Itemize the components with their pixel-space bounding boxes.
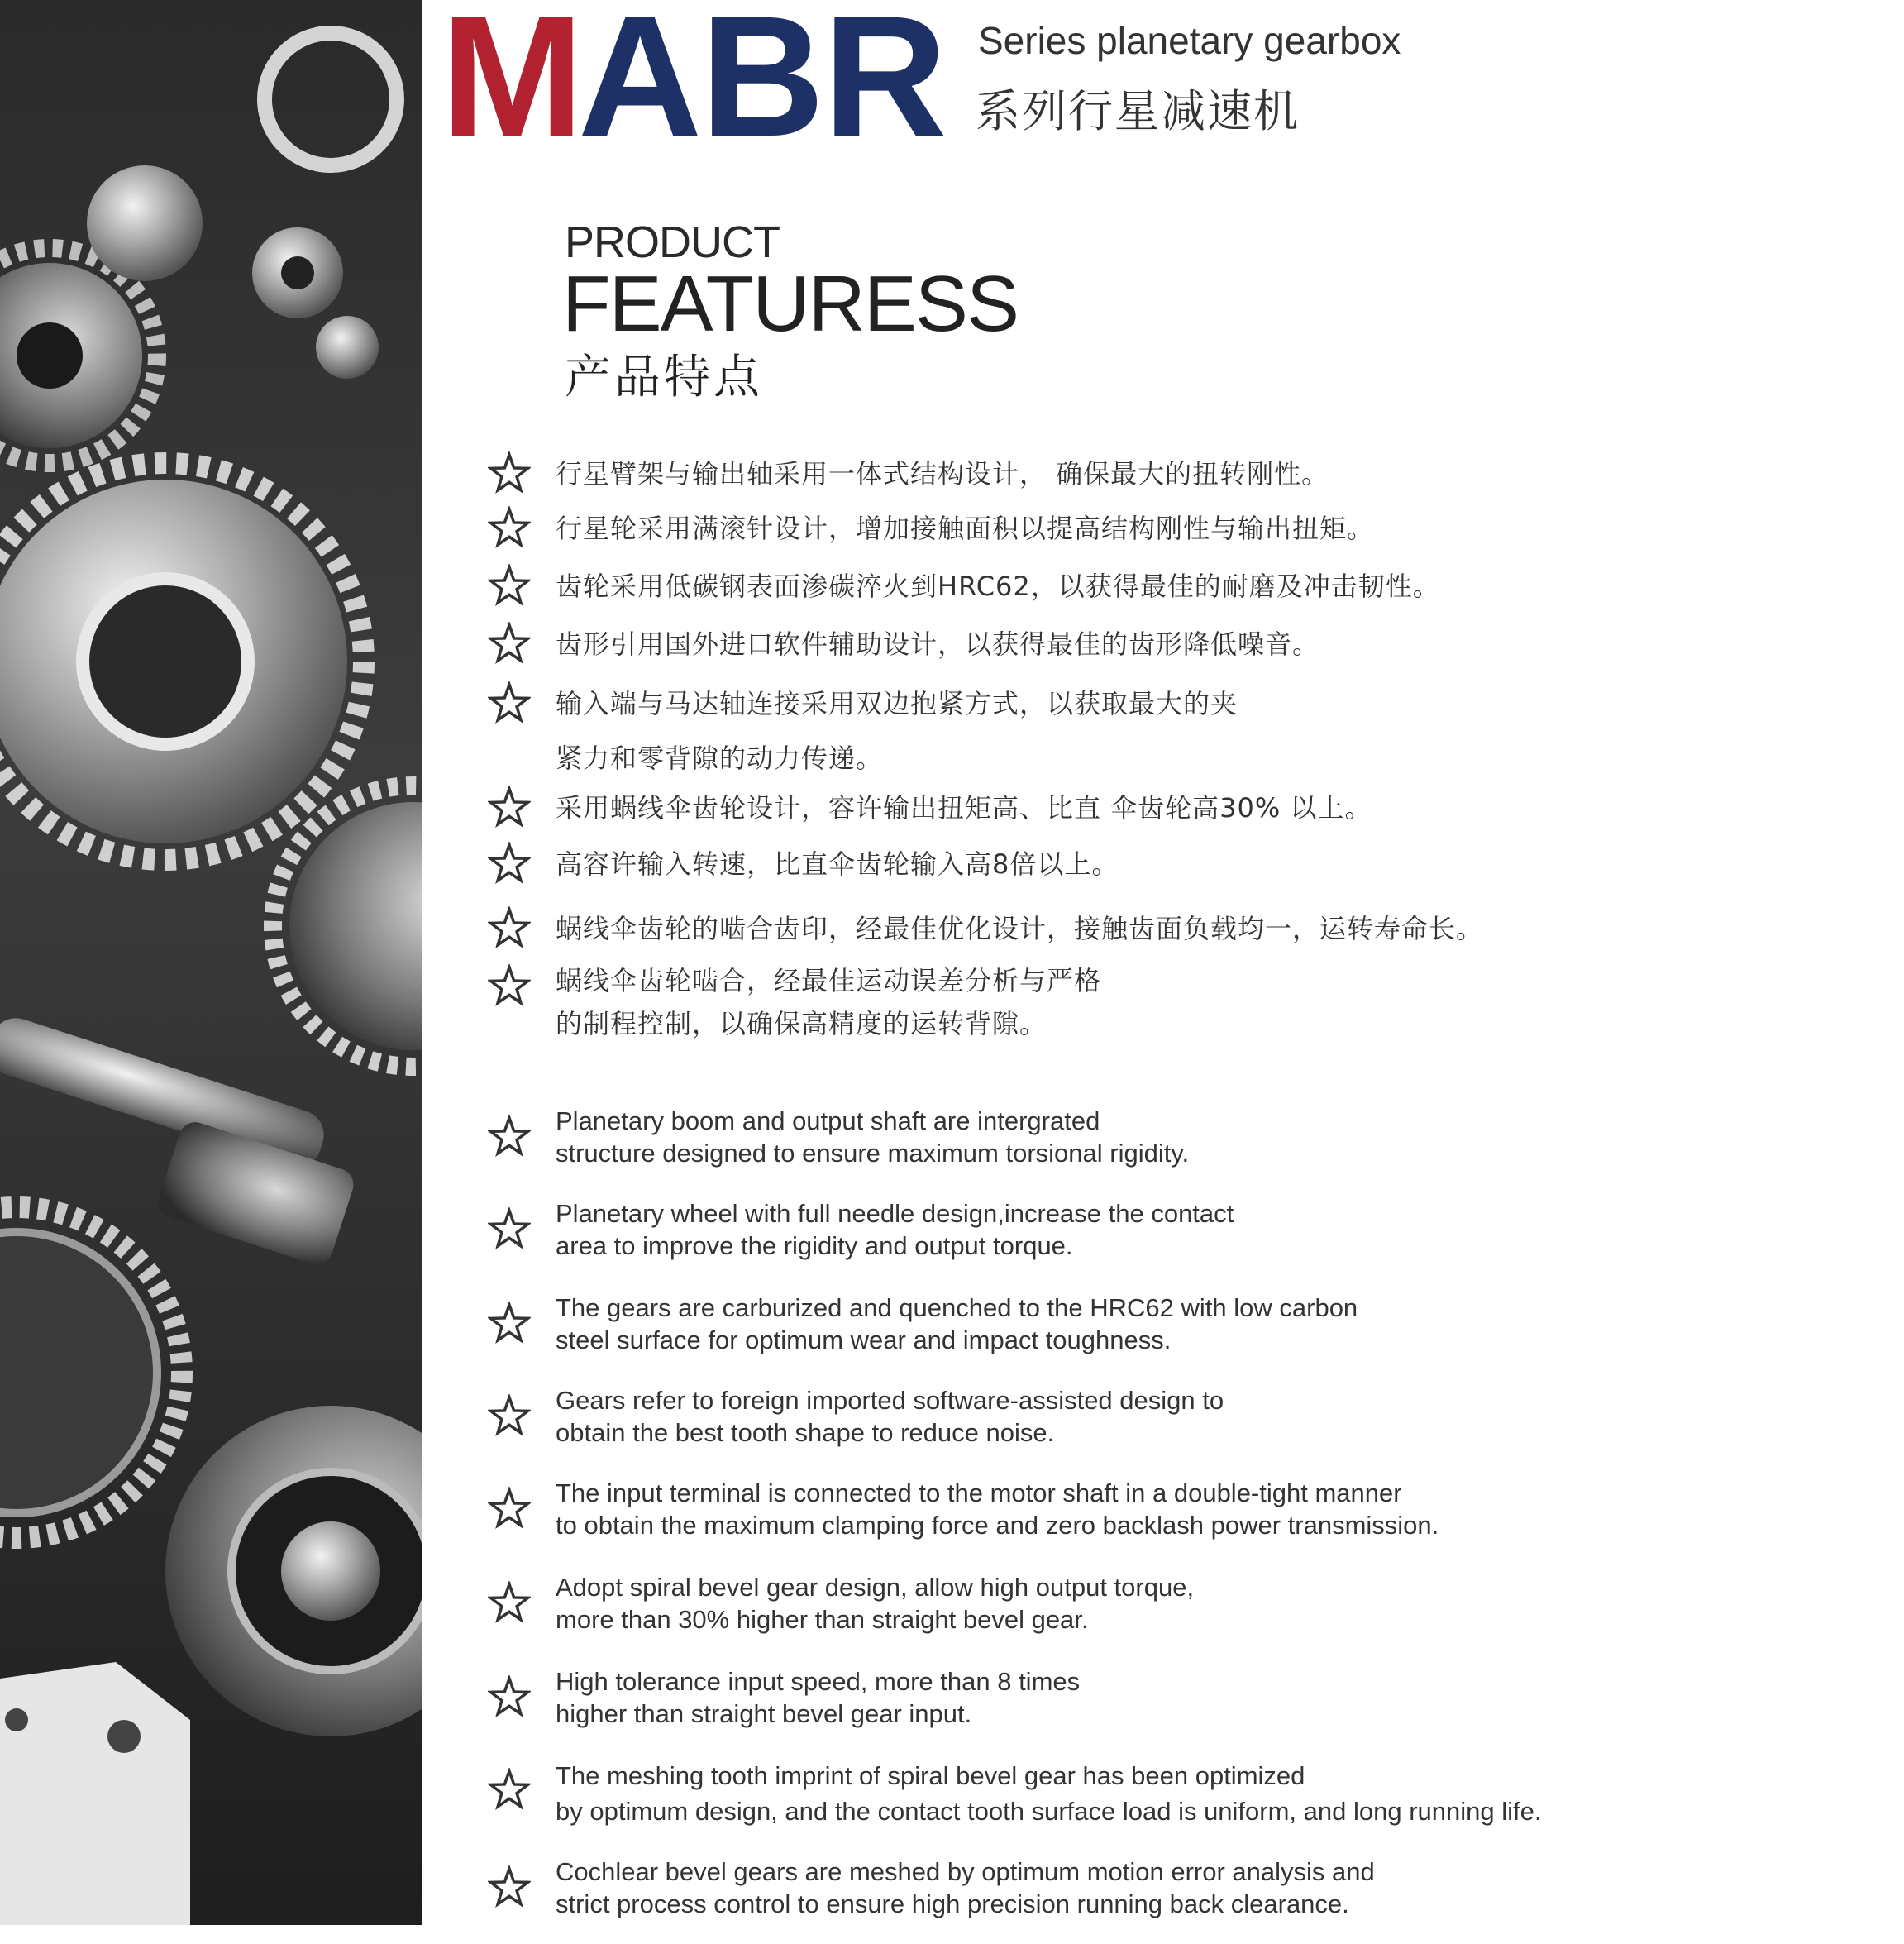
series-title-zh: 系列行星减速机	[976, 85, 1300, 137]
gears-photo	[0, 0, 422, 1925]
star-outline-icon	[488, 786, 531, 829]
star-outline-icon	[488, 1768, 531, 1811]
star-outline-icon	[488, 964, 531, 1007]
feature-text: The gears are carburized and quenched to the HRC62 with low carbon	[556, 1293, 1358, 1322]
brand-letters-abr: ABR	[578, 0, 946, 173]
star-outline-icon	[488, 1207, 531, 1250]
gears-illustration	[0, 0, 422, 1925]
star-outline-icon	[488, 1115, 531, 1158]
feature-text: steel surface for optimum wear and impact toughness.	[556, 1325, 1172, 1354]
feature-text: 行星轮采用满滚针设计，增加接触面积以提高结构刚性与输出扭矩。	[556, 513, 1375, 544]
feature-text: The input terminal is connected to the motor shaft in a double-tight manner	[556, 1478, 1402, 1507]
feature-text: more than 30% higher than straight bevel gear.	[556, 1605, 1089, 1634]
feature-text: 齿轮采用低碳钢表面渗碳淬火到HRC62，以获得最佳的耐磨及冲击韧性。	[556, 571, 1440, 602]
star-outline-icon	[488, 1675, 531, 1718]
feature-text: High tolerance input speed, more than 8 times	[556, 1667, 1081, 1696]
feature-text: obtain the best tooth shape to reduce noise.	[556, 1418, 1055, 1447]
feature-text: The meshing tooth imprint of spiral bevel gear has been optimized	[556, 1761, 1305, 1790]
star-outline-icon	[488, 906, 531, 949]
star-outline-icon	[488, 1581, 531, 1624]
star-outline-icon	[488, 506, 531, 549]
section-heading-features: FEATURESS	[562, 260, 1018, 348]
feature-text: 输入端与马达轴连接采用双边抱紧方式，以获取最大的夹	[556, 688, 1238, 719]
feature-text: structure designed to ensure maximum torsional rigidity.	[556, 1139, 1190, 1168]
feature-text: 的制程控制，以确保高精度的运转背隙。	[556, 1008, 1047, 1039]
feature-text: 蜗线伞齿轮的啮合齿印，经最佳优化设计，接触齿面负载均一，运转寿命长。	[556, 913, 1484, 944]
feature-text: Planetary wheel with full needle design,increase the contact	[556, 1199, 1234, 1228]
feature-text: area to improve the rigidity and output torque.	[556, 1231, 1073, 1260]
brand-letter-m: M	[441, 0, 581, 173]
star-outline-icon	[488, 1394, 531, 1437]
star-outline-icon	[488, 1487, 531, 1530]
star-outline-icon	[488, 1865, 531, 1908]
star-outline-icon	[488, 451, 531, 494]
star-outline-icon	[488, 681, 531, 724]
feature-text: strict process control to ensure high precision running back clearance.	[556, 1889, 1349, 1918]
feature-text: 高容许输入转速，比直伞齿轮输入高8倍以上。	[556, 848, 1119, 880]
feature-text: Planetary boom and output shaft are intergrated	[556, 1106, 1100, 1135]
section-heading-zh: 产品特点	[565, 351, 763, 404]
star-outline-icon	[488, 564, 531, 607]
feature-text: by optimum design, and the contact tooth surface load is uniform, and long running life.	[556, 1797, 1542, 1826]
feature-text: to obtain the maximum clamping force and zero backlash power transmission.	[556, 1511, 1439, 1540]
feature-text: 齿形引用国外进口软件辅助设计，以获得最佳的齿形降低噪音。	[556, 628, 1320, 660]
feature-text: 采用蜗线伞齿轮设计，容许输出扭矩高、比直 伞齿轮高30% 以上。	[556, 792, 1372, 824]
series-title-en: Series planetary gearbox	[978, 19, 1401, 62]
feature-text: 蜗线伞齿轮啮合，经最佳运动误差分析与严格	[556, 965, 1102, 996]
feature-text: higher than straight bevel gear input.	[556, 1699, 972, 1728]
star-outline-icon	[488, 622, 531, 665]
feature-text: 行星臂架与输出轴采用一体式结构设计， 确保最大的扭转刚性。	[556, 458, 1329, 490]
feature-text: 紧力和零背隙的动力传递。	[556, 743, 884, 774]
feature-text: Adopt spiral bevel gear design, allow high output torque,	[556, 1573, 1195, 1602]
section-heading-product: PRODUCT	[565, 217, 780, 267]
feature-text: Cochlear bevel gears are meshed by optimum motion error analysis and	[556, 1857, 1375, 1886]
star-outline-icon	[488, 1302, 531, 1345]
star-outline-icon	[488, 842, 531, 885]
feature-text: Gears refer to foreign imported software-assisted design to	[556, 1386, 1224, 1415]
